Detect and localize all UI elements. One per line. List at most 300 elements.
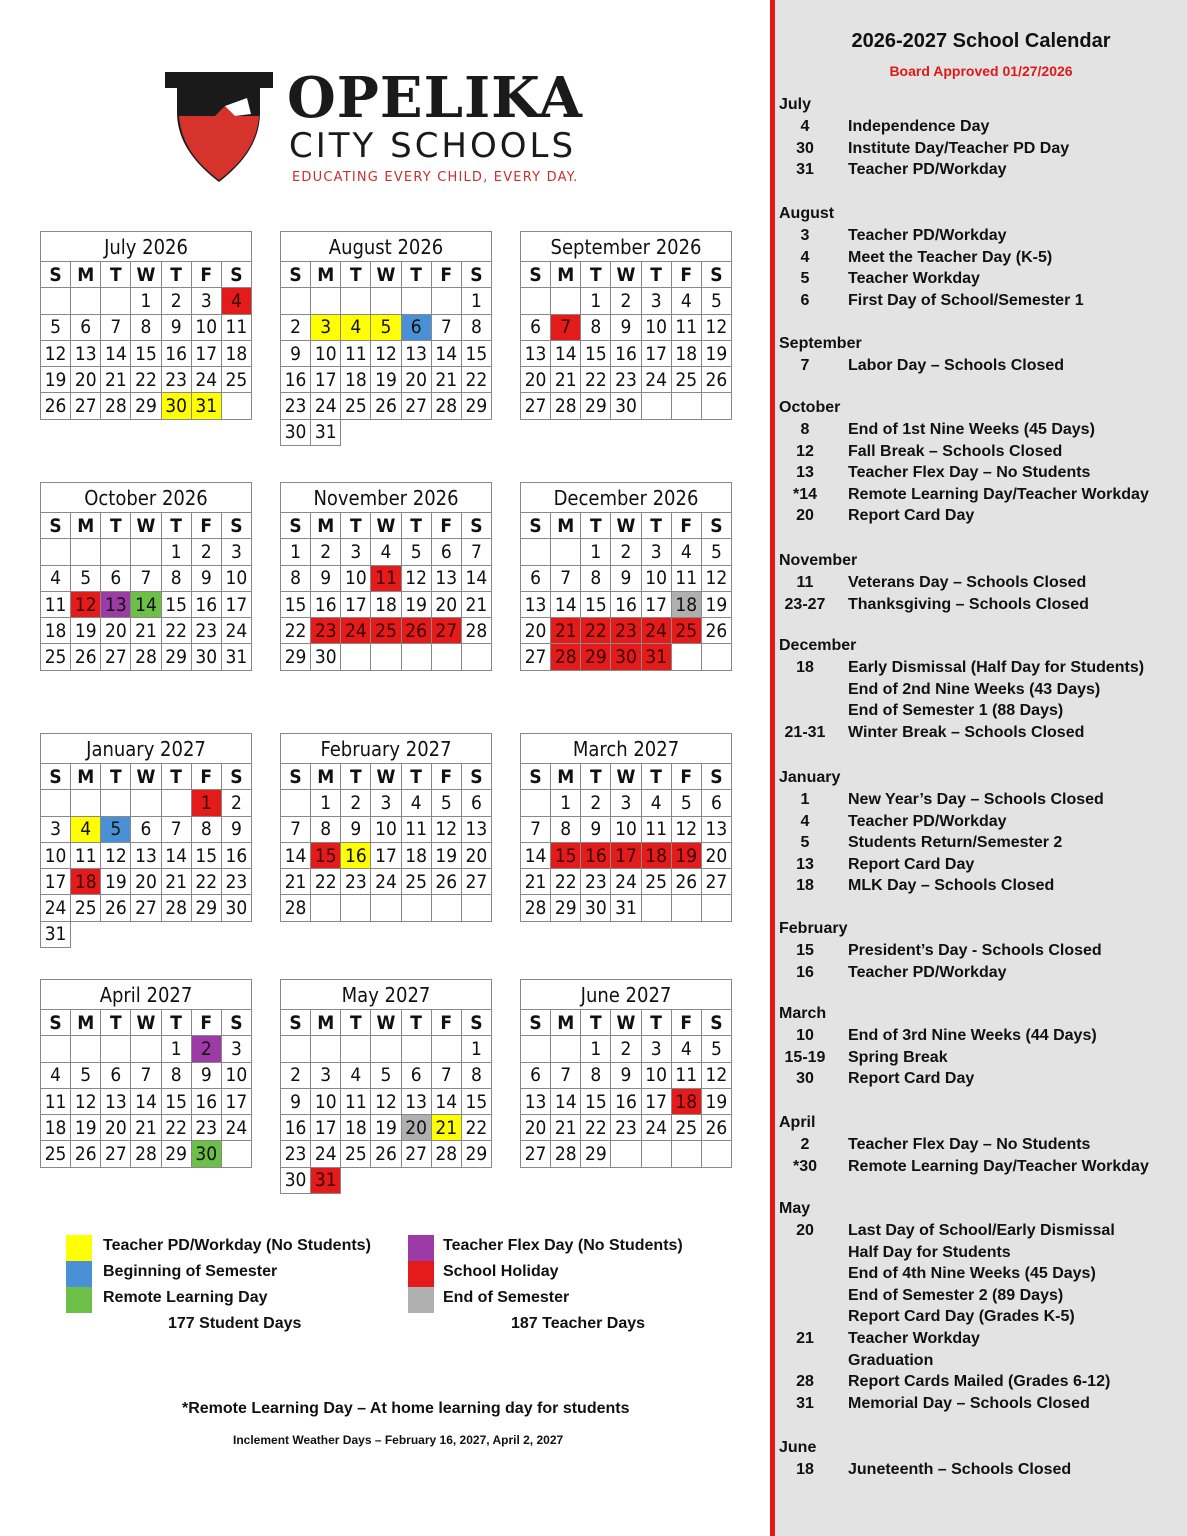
day-cell: 26 <box>701 618 731 644</box>
event-text: Last Day of School/Early Dismissal <box>848 1222 1115 1239</box>
day-cell: 16 <box>281 1115 311 1141</box>
event-text: End of 1st Nine Weeks (45 Days) <box>848 421 1095 438</box>
day-cell: 3 <box>641 288 671 314</box>
day-cell: 17 <box>371 842 401 868</box>
day-cell: 27 <box>71 393 101 419</box>
month-calendar <box>520 231 732 420</box>
month-title: November 2026 <box>281 483 492 513</box>
event-date: 16 <box>796 963 814 981</box>
day-of-week: W <box>131 262 161 288</box>
month-calendar <box>520 482 732 671</box>
day-of-week: T <box>641 262 671 288</box>
day-cell: 10 <box>311 1088 341 1114</box>
day-of-week: M <box>551 1010 581 1036</box>
day-cell: 21 <box>551 367 581 393</box>
day-cell: 25 <box>671 618 701 644</box>
day-cell: 10 <box>641 314 671 340</box>
day-cell: 5 <box>401 539 431 565</box>
empty-cell <box>461 895 491 921</box>
day-cell: 22 <box>131 367 161 393</box>
day-of-week: F <box>191 1010 221 1036</box>
day-cell: 30 <box>581 895 611 921</box>
day-cell: 26 <box>671 869 701 895</box>
day-cell: 7 <box>131 565 161 591</box>
empty-cell <box>341 644 371 670</box>
empty-cell <box>41 790 71 816</box>
day-cell: 9 <box>311 565 341 591</box>
day-cell: 2 <box>191 1036 221 1062</box>
day-cell: 26 <box>701 1115 731 1141</box>
day-cell: 1 <box>131 288 161 314</box>
day-cell: 27 <box>101 1141 131 1167</box>
day-cell: 9 <box>221 816 251 842</box>
empty-cell <box>131 1036 161 1062</box>
day-cell: 29 <box>281 644 311 670</box>
day-of-week: M <box>71 513 101 539</box>
day-of-week: S <box>41 1010 71 1036</box>
day-cell: 20 <box>401 367 431 393</box>
day-cell: 8 <box>581 314 611 340</box>
month-calendar <box>280 231 492 446</box>
day-cell: 9 <box>581 816 611 842</box>
day-cell: 9 <box>281 1088 311 1114</box>
day-cell: 10 <box>221 565 251 591</box>
event-text: MLK Day – Schools Closed <box>848 877 1055 895</box>
day-of-week: S <box>701 764 731 790</box>
day-cell: 28 <box>131 1141 161 1167</box>
day-cell: 9 <box>611 314 641 340</box>
day-cell: 1 <box>191 790 221 816</box>
empty-cell <box>311 895 341 921</box>
day-cell: 24 <box>371 869 401 895</box>
day-cell: 3 <box>371 790 401 816</box>
day-cell: 14 <box>131 591 161 617</box>
day-cell: 8 <box>581 565 611 591</box>
day-cell: 1 <box>581 539 611 565</box>
day-of-week: T <box>161 262 191 288</box>
day-cell: 19 <box>71 1115 101 1141</box>
day-cell: 24 <box>641 618 671 644</box>
day-cell: 10 <box>191 314 221 340</box>
day-cell: 7 <box>101 314 131 340</box>
day-cell: 14 <box>281 842 311 868</box>
event-text: Students Return/Semester 2 <box>848 834 1063 852</box>
event-month-heading: June <box>779 1439 817 1456</box>
day-cell: 24 <box>341 618 371 644</box>
event-month-heading: July <box>779 96 812 113</box>
empty-cell <box>551 1036 581 1062</box>
day-cell: 6 <box>401 1062 431 1088</box>
day-cell: 12 <box>671 816 701 842</box>
day-cell: 5 <box>101 816 131 842</box>
day-cell: 31 <box>611 895 641 921</box>
event-text: Graduation <box>848 1351 934 1369</box>
event-text: Teacher Flex Day – No Students <box>848 1136 1091 1153</box>
day-cell: 15 <box>581 1088 611 1114</box>
day-cell: 6 <box>521 1062 551 1088</box>
day-cell: 21 <box>551 1115 581 1141</box>
event-date: 11 <box>796 574 814 591</box>
event-text: Early Dismissal (Half Day for Students) <box>848 659 1145 676</box>
day-of-week: T <box>161 513 191 539</box>
day-cell: 3 <box>221 1036 251 1062</box>
day-cell: 24 <box>641 367 671 393</box>
day-cell: 12 <box>401 565 431 591</box>
day-cell: 2 <box>161 288 191 314</box>
day-cell: 22 <box>161 618 191 644</box>
day-cell: 17 <box>311 367 341 393</box>
event-date: 3 <box>800 227 810 244</box>
day-cell: 12 <box>701 565 731 591</box>
event-text: Spring Break <box>848 1048 948 1066</box>
day-cell: 6 <box>521 565 551 591</box>
event-text: Juneteenth – Schools Closed <box>848 1461 1072 1478</box>
day-cell: 13 <box>461 816 491 842</box>
day-cell: 2 <box>611 288 641 314</box>
day-cell: 17 <box>641 591 671 617</box>
day-cell: 23 <box>611 367 641 393</box>
event-month-heading: March <box>779 1005 827 1022</box>
day-cell: 23 <box>281 393 311 419</box>
day-of-week: S <box>521 513 551 539</box>
empty-cell <box>521 539 551 565</box>
month-title: December 2026 <box>521 483 732 513</box>
day-cell: 9 <box>161 314 191 340</box>
day-cell: 12 <box>371 340 401 366</box>
day-cell: 16 <box>311 591 341 617</box>
day-cell: 24 <box>221 1115 251 1141</box>
day-of-week: W <box>131 764 161 790</box>
month-calendar <box>520 979 732 1168</box>
empty-cell <box>701 393 731 419</box>
day-cell: 28 <box>431 1141 461 1167</box>
day-cell: 7 <box>131 1062 161 1088</box>
day-of-week: T <box>581 513 611 539</box>
day-of-week: F <box>191 513 221 539</box>
day-cell: 28 <box>161 895 191 921</box>
day-cell: 28 <box>551 644 581 670</box>
day-cell: 26 <box>101 895 131 921</box>
remote-footnote: *Remote Learning Day – At home learning day for students <box>182 1400 630 1417</box>
event-date: 8 <box>800 421 810 438</box>
day-cell: 30 <box>161 393 191 419</box>
day-cell: 31 <box>641 644 671 670</box>
day-cell: 7 <box>431 314 461 340</box>
day-cell: 18 <box>221 340 251 366</box>
month-calendar <box>40 733 252 948</box>
day-cell: 19 <box>371 1115 401 1141</box>
empty-cell <box>431 895 461 921</box>
event-text: End of 4th Nine Weeks (45 Days) <box>848 1265 1096 1283</box>
day-cell: 28 <box>281 895 311 921</box>
day-cell: 21 <box>521 869 551 895</box>
day-cell: 24 <box>311 1141 341 1167</box>
event-text: Half Day for Students <box>848 1243 1011 1261</box>
day-cell: 20 <box>461 842 491 868</box>
event-text: Labor Day – Schools Closed <box>848 357 1065 374</box>
day-of-week: F <box>431 1010 461 1036</box>
day-cell: 11 <box>401 816 431 842</box>
day-of-week: T <box>101 262 131 288</box>
day-cell: 18 <box>671 1088 701 1114</box>
day-cell: 2 <box>611 1036 641 1062</box>
day-of-week: W <box>131 513 161 539</box>
day-cell: 15 <box>311 842 341 868</box>
day-cell: 16 <box>581 842 611 868</box>
day-cell: 23 <box>191 618 221 644</box>
day-of-week: F <box>191 764 221 790</box>
day-cell: 23 <box>341 869 371 895</box>
month-title: March 2027 <box>521 734 732 764</box>
empty-cell <box>371 1036 401 1062</box>
empty-cell <box>371 895 401 921</box>
day-of-week: T <box>401 1010 431 1036</box>
day-cell: 30 <box>191 1141 221 1167</box>
event-date: 30 <box>796 1070 814 1088</box>
day-of-week: S <box>701 262 731 288</box>
day-cell: 1 <box>581 1036 611 1062</box>
day-cell: 11 <box>371 565 401 591</box>
day-of-week: S <box>461 764 491 790</box>
event-date: 4 <box>800 812 810 830</box>
day-cell: 18 <box>341 1115 371 1141</box>
empty-cell <box>521 790 551 816</box>
empty-cell <box>521 1036 551 1062</box>
day-cell: 13 <box>521 591 551 617</box>
day-cell: 29 <box>161 644 191 670</box>
day-cell: 4 <box>41 1062 71 1088</box>
day-cell: 20 <box>521 618 551 644</box>
empty-cell <box>641 895 671 921</box>
empty-cell <box>701 644 731 670</box>
day-cell: 14 <box>131 1088 161 1114</box>
day-cell: 13 <box>401 1088 431 1114</box>
month-title: October 2026 <box>41 483 252 513</box>
day-cell: 14 <box>431 340 461 366</box>
event-date: 5 <box>800 834 810 852</box>
day-cell: 15 <box>281 591 311 617</box>
day-cell: 18 <box>641 842 671 868</box>
day-cell: 18 <box>671 340 701 366</box>
day-of-week: S <box>521 1010 551 1036</box>
day-cell: 3 <box>641 539 671 565</box>
day-cell: 23 <box>611 618 641 644</box>
day-cell: 14 <box>101 340 131 366</box>
day-cell: 5 <box>41 314 71 340</box>
day-cell: 20 <box>131 869 161 895</box>
empty-cell <box>221 1141 251 1167</box>
month-title: May 2027 <box>281 980 492 1010</box>
day-cell: 27 <box>521 393 551 419</box>
event-text: First Day of School/Semester 1 <box>848 291 1084 309</box>
logo-tagline: EDUCATING EVERY CHILD, EVERY DAY. <box>292 170 579 185</box>
day-of-week: W <box>611 513 641 539</box>
event-month-heading: February <box>779 920 848 937</box>
day-cell: 3 <box>221 539 251 565</box>
day-cell: 15 <box>461 1088 491 1114</box>
day-cell: 7 <box>281 816 311 842</box>
day-cell: 26 <box>371 1141 401 1167</box>
empty-cell <box>701 895 731 921</box>
day-of-week: S <box>221 764 251 790</box>
district-logo <box>165 65 635 190</box>
event-date: 21-31 <box>784 723 826 741</box>
day-cell: 18 <box>401 842 431 868</box>
day-of-week: W <box>371 262 401 288</box>
day-cell: 1 <box>461 288 491 314</box>
day-of-week: S <box>461 262 491 288</box>
day-cell: 13 <box>131 842 161 868</box>
legend-swatch-blue <box>66 1261 92 1287</box>
legend-label: Remote Learning Day <box>103 1289 268 1306</box>
day-cell: 17 <box>341 591 371 617</box>
day-cell: 8 <box>161 565 191 591</box>
day-cell: 22 <box>461 367 491 393</box>
day-cell: 15 <box>461 340 491 366</box>
day-cell: 29 <box>161 1141 191 1167</box>
day-cell: 30 <box>281 1167 311 1193</box>
day-cell: 2 <box>191 539 221 565</box>
day-cell: 12 <box>431 816 461 842</box>
event-date: 18 <box>796 877 814 895</box>
day-of-week: T <box>581 764 611 790</box>
day-cell: 14 <box>551 591 581 617</box>
event-text: Teacher Workday <box>848 1330 980 1347</box>
day-of-week: S <box>41 262 71 288</box>
day-cell: 27 <box>521 1141 551 1167</box>
day-cell: 14 <box>551 340 581 366</box>
day-cell: 6 <box>131 816 161 842</box>
day-cell: 30 <box>611 644 641 670</box>
day-cell: 2 <box>281 1062 311 1088</box>
month-title: July 2026 <box>41 232 252 262</box>
day-cell: 7 <box>161 816 191 842</box>
events-panel <box>770 0 1187 1536</box>
event-date: 6 <box>800 291 810 309</box>
empty-cell <box>671 1141 701 1167</box>
event-month-heading: September <box>779 335 862 352</box>
day-cell: 25 <box>641 869 671 895</box>
empty-cell <box>311 288 341 314</box>
day-cell: 27 <box>401 1141 431 1167</box>
day-of-week: F <box>671 1010 701 1036</box>
day-cell: 12 <box>71 1088 101 1114</box>
day-of-week: F <box>671 262 701 288</box>
day-cell: 21 <box>431 367 461 393</box>
day-cell: 2 <box>581 790 611 816</box>
day-cell: 22 <box>581 367 611 393</box>
empty-cell <box>71 1036 101 1062</box>
day-cell: 27 <box>461 869 491 895</box>
event-text: Meet the Teacher Day (K-5) <box>848 248 1053 266</box>
day-cell: 2 <box>341 790 371 816</box>
day-cell: 23 <box>311 618 341 644</box>
event-date: 2 <box>800 1136 810 1153</box>
day-cell: 26 <box>71 644 101 670</box>
day-cell: 22 <box>581 1115 611 1141</box>
day-cell: 1 <box>311 790 341 816</box>
legend-label: School Holiday <box>443 1263 559 1280</box>
event-date: 13 <box>796 464 814 482</box>
empty-cell <box>431 644 461 670</box>
empty-cell <box>41 1036 71 1062</box>
day-cell: 10 <box>221 1062 251 1088</box>
day-cell: 19 <box>701 1088 731 1114</box>
day-cell: 12 <box>701 314 731 340</box>
day-cell: 9 <box>341 816 371 842</box>
day-cell: 2 <box>611 539 641 565</box>
day-cell: 7 <box>431 1062 461 1088</box>
empty-cell <box>671 644 701 670</box>
day-cell: 11 <box>41 591 71 617</box>
day-cell: 28 <box>551 393 581 419</box>
day-cell: 27 <box>101 644 131 670</box>
event-month-heading: October <box>779 399 841 416</box>
day-cell: 25 <box>41 1141 71 1167</box>
day-cell: 24 <box>41 895 71 921</box>
empty-cell <box>341 1036 371 1062</box>
day-cell: 1 <box>581 288 611 314</box>
day-cell: 9 <box>191 1062 221 1088</box>
month-title: January 2027 <box>41 734 252 764</box>
day-of-week: M <box>71 764 101 790</box>
event-text: Fall Break – Schools Closed <box>848 442 1063 460</box>
empty-cell <box>341 288 371 314</box>
day-cell: 31 <box>311 1167 341 1193</box>
day-of-week: S <box>281 764 311 790</box>
day-cell: 11 <box>641 816 671 842</box>
day-cell: 17 <box>191 340 221 366</box>
day-of-week: M <box>311 513 341 539</box>
day-of-week: S <box>521 764 551 790</box>
day-cell: 22 <box>461 1115 491 1141</box>
empty-cell <box>221 393 251 419</box>
event-date: 7 <box>800 357 810 374</box>
day-cell: 23 <box>611 1115 641 1141</box>
month-calendar <box>40 231 252 420</box>
day-cell: 13 <box>431 565 461 591</box>
day-cell: 19 <box>371 367 401 393</box>
day-cell: 7 <box>551 314 581 340</box>
day-cell: 6 <box>701 790 731 816</box>
day-cell: 16 <box>161 340 191 366</box>
day-of-week: W <box>131 1010 161 1036</box>
event-text: Teacher PD/Workday <box>848 812 1007 830</box>
event-text: Report Card Day <box>848 855 975 873</box>
empty-cell <box>551 539 581 565</box>
event-month-heading: January <box>779 769 841 786</box>
month-calendar <box>280 979 492 1194</box>
day-cell: 4 <box>671 288 701 314</box>
day-cell: 11 <box>221 314 251 340</box>
empty-cell <box>71 790 101 816</box>
day-of-week: W <box>611 262 641 288</box>
day-cell: 23 <box>221 869 251 895</box>
day-cell: 17 <box>641 340 671 366</box>
event-text: Winter Break – Schools Closed <box>848 723 1085 741</box>
month-calendar <box>40 979 252 1168</box>
day-of-week: W <box>371 513 401 539</box>
day-cell: 23 <box>161 367 191 393</box>
day-cell: 14 <box>161 842 191 868</box>
day-cell: 25 <box>671 1115 701 1141</box>
day-cell: 30 <box>191 644 221 670</box>
empty-cell <box>41 539 71 565</box>
day-cell: 9 <box>611 565 641 591</box>
day-cell: 5 <box>701 288 731 314</box>
event-date: 21 <box>796 1330 814 1347</box>
empty-cell <box>401 644 431 670</box>
